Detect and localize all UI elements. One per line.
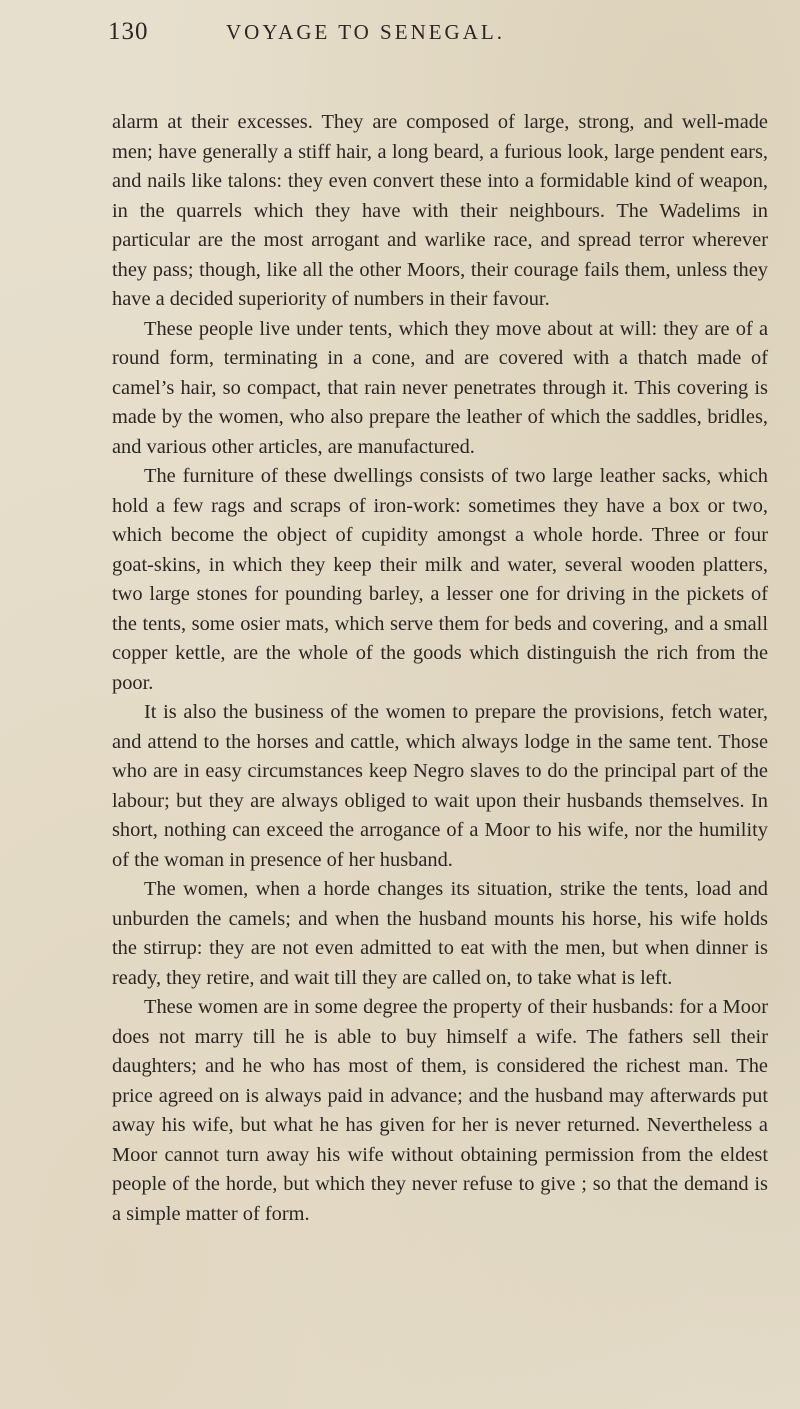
paragraph-women-duties: It is also the business of the women to prepare the provisions, fetch water, and attend to the horses and cattle, which always lodge in the same tent. Those who are in easy circumstances keep Negro slaves to do the principal part of the labour; but they are always obliged to wait upon their husbands themselves. In short, nothing can exceed the arrogance of a Moor to his wife, nor the humility of the woman in presence of her husband. — [112, 701, 768, 871]
running-title: VOYAGE TO SENEGAL. — [226, 20, 505, 44]
body-text — [112, 108, 768, 1229]
paragraph-furniture: The furniture of these dwellings consists of two large leather sacks, which hold a few rags and scraps of iron-work: sometimes they have a box or two, which become the object of cupidity amongst a whole horde. Three or four goat-skins, in which they keep their milk and water, several wooden platters, two large stones for pounding barley, a lesser one for driving in the pickets of the tents, some osier mats, which serve them for beds and covering, and a small copper kettle, are the whole of the goods which distinguish the rich from the poor. — [112, 465, 768, 694]
page-number: 130 — [108, 18, 149, 45]
running-head — [108, 18, 668, 58]
paragraph-marriage: These women are in some degree the property of their husbands: for a Moor does not marry till he is able to buy himself a wife. The fathers sell their daughters; and he who has most of them, is considered the richest man. The price agreed on is always paid in advance; and the husband may afterwards put away his wife, but what he has given for her is never returned. Nevertheless a Moor cannot turn away his wife without obtaining permission from the eldest people of the horde, but which they never refuse to give ; so that the demand is a simple matter of form. — [112, 996, 768, 1225]
paragraph-horde-moving: The women, when a horde changes its situation, strike the tents, load and unburden the camels; and when the husband mounts his horse, his wife holds the stirrup: they are not even admitted to eat with the men, but when dinner is ready, they retire, and wait till they are called on, to take what is left. — [112, 878, 768, 989]
paragraph-moors-description: alarm at their excesses. They are composed of large, strong, and well-made men; have generally a stiff hair, a long beard, a furious look, large pendent ears, and nails like talons: they even convert these into a formidable kind of weapon, in the quarrels which they have with their neighbours. The Wadelims in particular are the most arrogant and warlike race, and spread terror wherever they pass; though, like all the other Moors, their courage fails them, unless they have a decided superiority of numbers in their favour. — [112, 111, 768, 310]
paragraph-tents: These people live under tents, which they move about at will: they are of a round form, terminating in a cone, and are covered with a thatch made of camel’s hair, so compact, that rain never penetrates through it. This covering is made by the women, who also prepare the leather of which the saddles, bridles, and various other articles, are manufactured. — [112, 317, 768, 458]
